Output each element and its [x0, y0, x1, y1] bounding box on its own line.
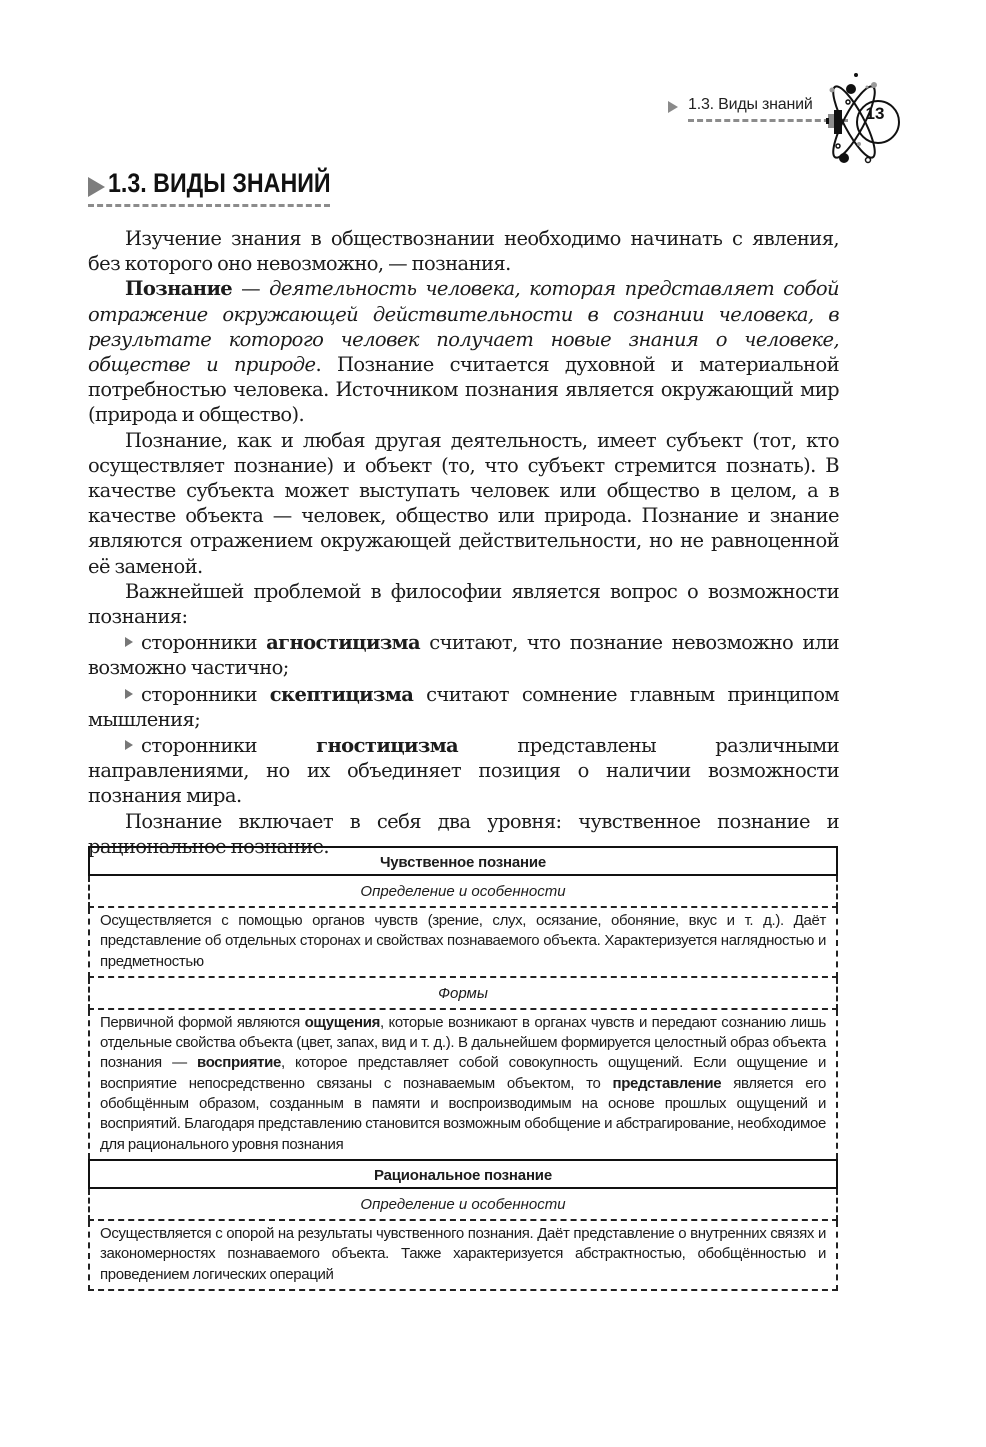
dashed-divider [88, 204, 330, 207]
term: восприятие [197, 1054, 281, 1072]
running-header [664, 96, 834, 126]
paragraph: Изучение знания в обществознании необходимо начинать с явления, без которого оно невозможно, — познания. [88, 227, 839, 276]
dashed-divider [688, 119, 848, 122]
term: Познание [125, 277, 233, 301]
table-subheader: Определение и особенности [88, 876, 838, 908]
list-item [88, 630, 839, 680]
term: агностицизма [266, 631, 421, 655]
term: ощущения [304, 1013, 380, 1031]
bullet-arrow-icon [125, 637, 133, 647]
text: . Познание считается духовной и материальной потребностью человека. Источником познания является окружающий мир (природа и общество). [88, 353, 839, 427]
table-header-sensory: Чувственное познание [88, 846, 838, 876]
body-text [88, 226, 839, 859]
running-header-title: 1.3. Виды знаний [688, 96, 813, 113]
text: , которое представляет собой совокупность ощущений. Если ощущение и восприятие непосредственно связаны с познаваемым объектом, то [100, 1054, 826, 1092]
text: считают, что познание невозможно или возможно частично; [88, 631, 839, 680]
bullet-arrow-icon [125, 740, 133, 750]
term: гностицизма [316, 734, 459, 758]
text: сторонники [141, 631, 267, 655]
table-header-rational: Рациональное познание [88, 1159, 838, 1189]
text: сторонники [141, 734, 317, 758]
definition: деятельность человека, которая представляет собой отражение окружающей действительности в сознании человека, в результате которого человек получает новые знания о человеке, обществе и природе [88, 277, 839, 377]
text: , которые возникают в органах чувств и передают сознанию лишь отдельные свойства объекта (цвет, запах, вид и т. д.). В дальнейшем формируется целостный образ объекта познания — [100, 1013, 826, 1072]
knowledge-levels-table [88, 846, 838, 1291]
dash: — [232, 277, 270, 301]
text: является его обобщённым образом, созданным в памяти и воспроизводимым на основе прошлых ощущений и восприятий. Благодаря представлению становится возможным обобщение и абстрагирование, необходимое для рационального уровня познания [100, 1074, 826, 1153]
paragraph: Познание, как и любая другая деятельность, имеет субъект (тот, кто осуществляет познание) и объект (то, что субъект стремится познать). В качестве субъекта может выступать человек или общество в целом, а в качестве объекта — человек, общество или природа. Познание и знание являются отражением окружающей действительности, но не равноценной её заменой. [88, 428, 839, 578]
page-number: 13 [865, 104, 885, 123]
list-item [88, 733, 839, 809]
paragraph: Важнейшей проблемой в философии является вопрос о возможности познания: [88, 579, 839, 629]
table-cell-forms [88, 1010, 838, 1159]
text: считают сомнение главным принципом мышления; [88, 682, 839, 731]
paragraph-definition [88, 276, 839, 427]
bullet-arrow-icon [125, 689, 133, 699]
text: представлены различными направлениями, но их объединяет позиция о наличии возможности познания мира. [88, 734, 839, 808]
section-title: 1.3. ВИДЫ ЗНАНИЙ [108, 168, 331, 198]
table-subheader: Формы [88, 978, 838, 1010]
term: представление [612, 1074, 722, 1092]
table-subheader: Определение и особенности [88, 1189, 838, 1221]
list-item [88, 682, 839, 732]
term: скептицизма [269, 682, 414, 706]
table-cell: Осуществляется с помощью органов чувств (зрение, слух, осязание, обоняние, вкус и т. д.). Даёт представление об отдельных сторонах и свойствах познаваемого объекта. Характеризуется наглядностью и предметностью [88, 908, 838, 978]
triangle-arrow-icon [88, 177, 105, 197]
text: Первичной формой являются [100, 1013, 305, 1031]
triangle-arrow-icon [668, 101, 678, 113]
table-cell: Осуществляется с опорой на результаты чувственного познания. Даёт представление о внутренних связях и закономерностях познаваемого объекта. Также характеризуется абстрактностью, обобщённостью и проведением логических операций [88, 1221, 838, 1291]
paragraph: Познание включает в себя два уровня: чувственное познание и рациональное познание. [88, 809, 839, 858]
text: сторонники [141, 682, 270, 706]
